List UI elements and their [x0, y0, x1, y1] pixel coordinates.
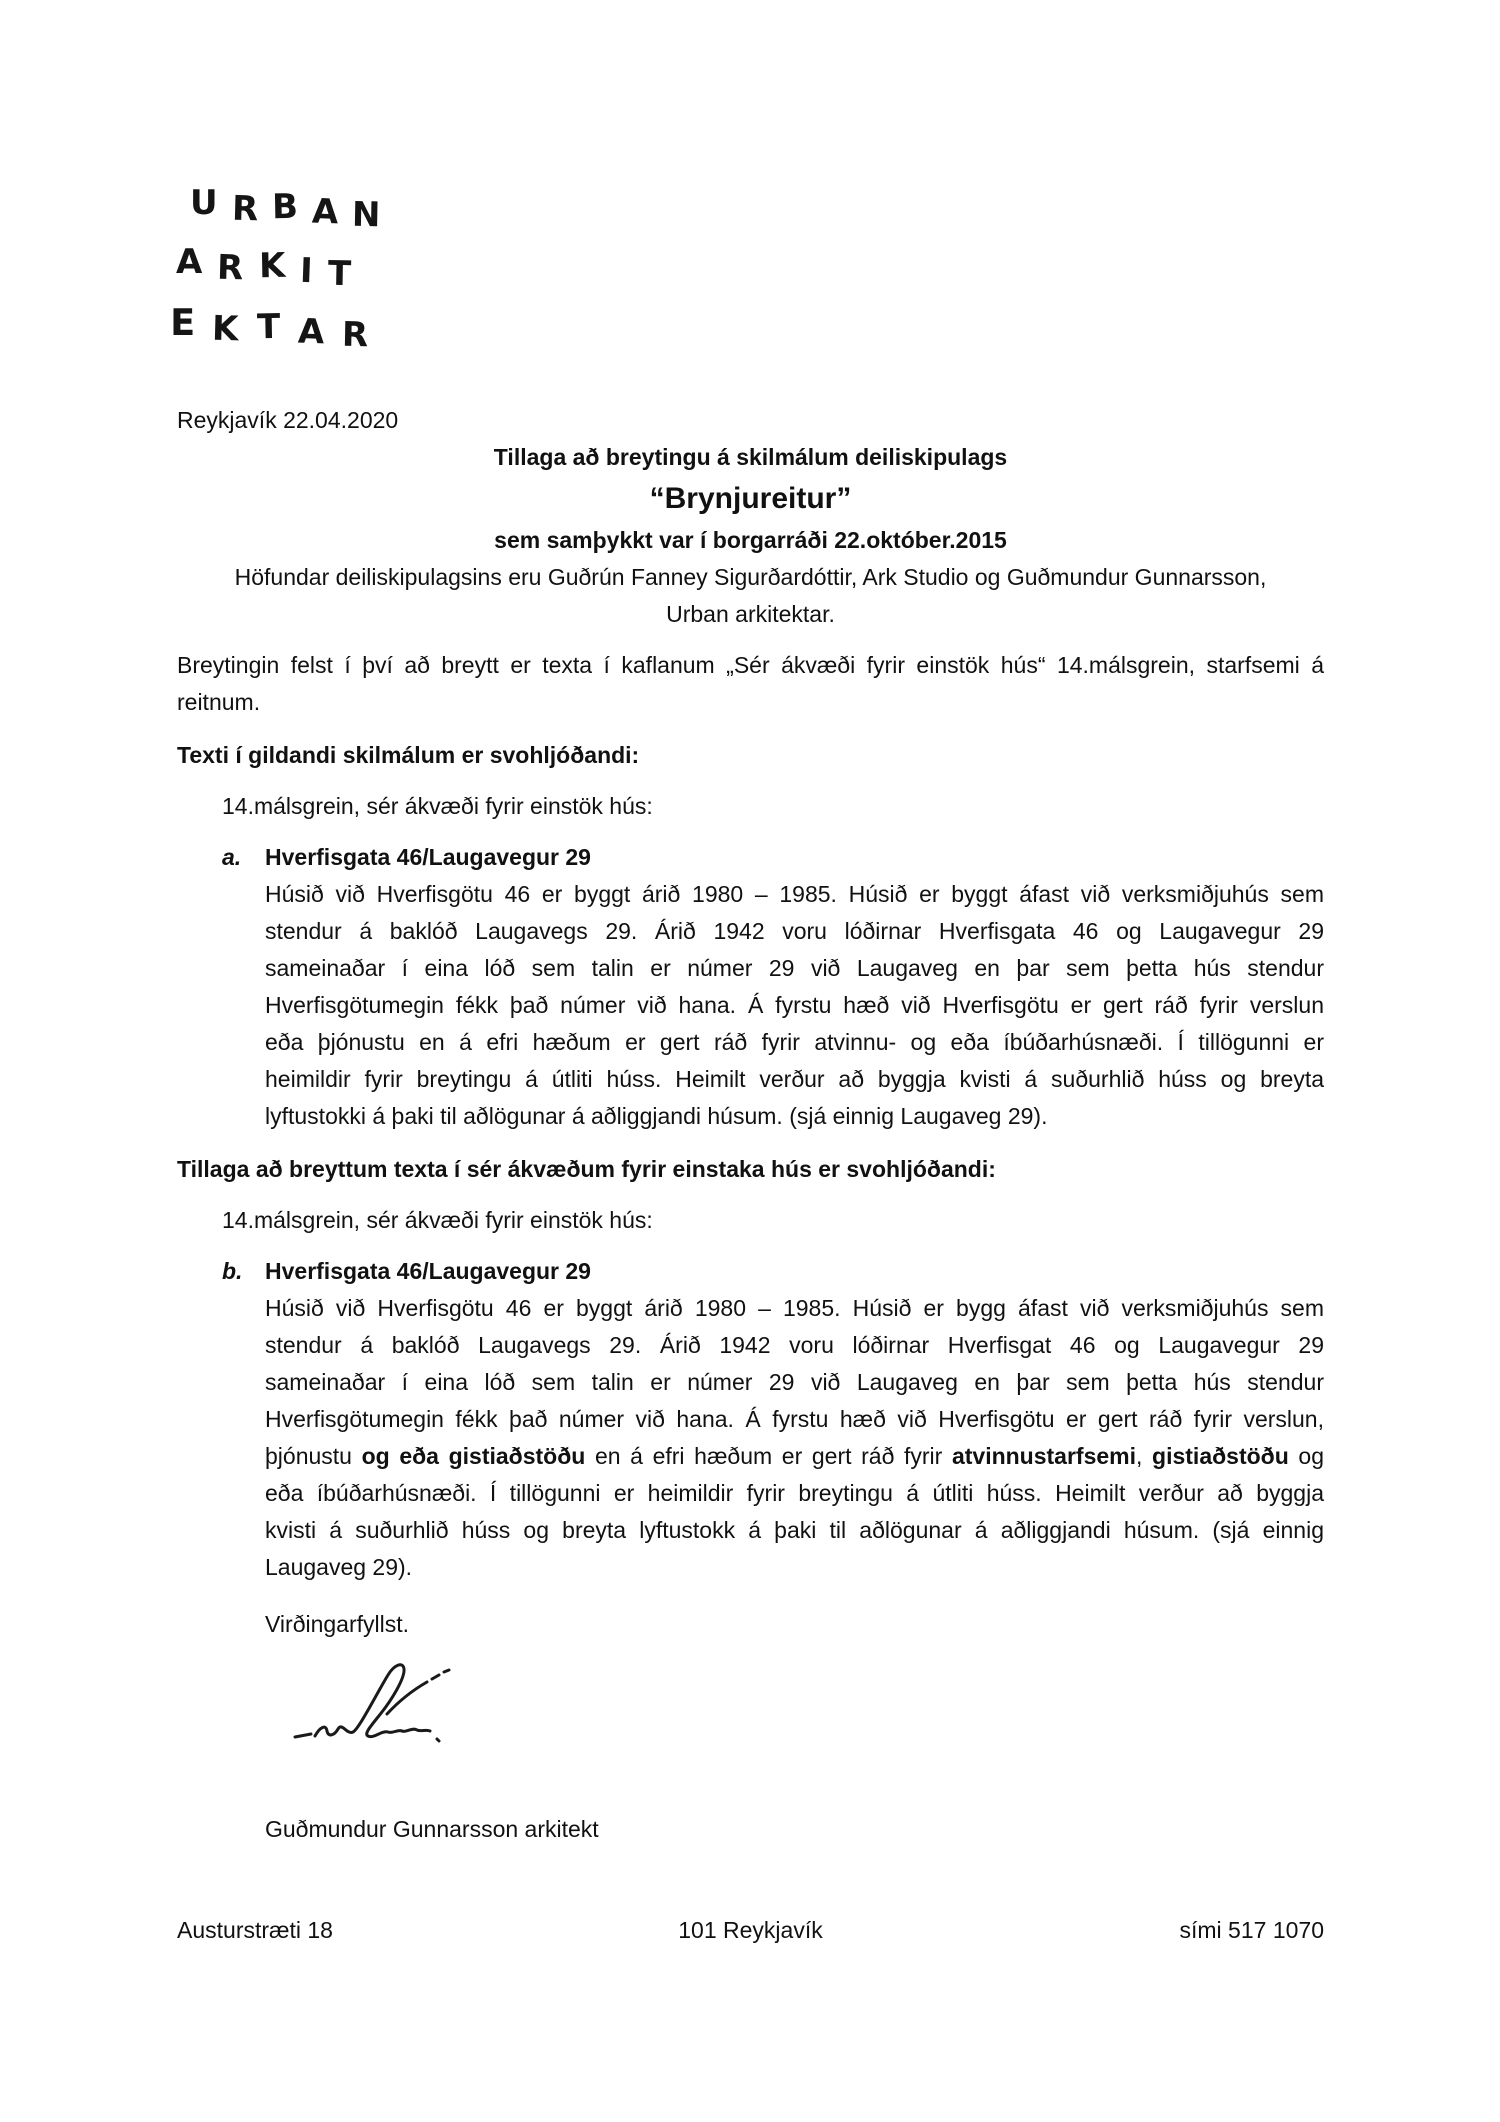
handwritten-signature-icon — [289, 1657, 469, 1762]
intro-paragraph: Breytingin felst í því að breytt er texta í kaflanum „Sér ákvæði fyrir einstök hús“ 14.málsgrein, starfsemi á reitnum. — [177, 652, 1324, 715]
footer-city: 101 Reykjavík — [678, 1917, 823, 1943]
clause-subheading-proposal: 14.málsgrein, sér ákvæði fyrir einstök hús: — [222, 1207, 653, 1233]
item-marker-b: b. — [222, 1258, 243, 1284]
item-marker-a: a. — [222, 844, 242, 870]
list-item-b — [222, 1253, 1324, 1586]
logo-row-3: E K T A R — [170, 301, 369, 356]
authors-line-2: Urban arkitektar. — [666, 601, 835, 627]
footer-phone: sími 517 1070 — [1179, 1917, 1324, 1943]
valediction: Virðingarfyllst. — [265, 1611, 410, 1637]
signature-block — [289, 1657, 1324, 1769]
doc-title-line: Tillaga að breytingu á skilmálum deiliskipulags — [493, 444, 1008, 470]
item-title-b: Hverfisgata 46/Laugavegur 29 — [265, 1258, 591, 1284]
list-item-a — [222, 839, 1324, 1135]
letter-footer — [177, 1912, 1324, 1949]
footer-address: Austurstræti 18 — [177, 1917, 333, 1943]
doc-title-approval: sem samþykkt var í borgarráði 22.október.2015 — [494, 527, 1007, 553]
section-heading-current: Texti í gildandi skilmálum er svohljóðandi: — [177, 742, 640, 768]
signatory-name: Guðmundur Gunnarsson arkitekt — [265, 1816, 599, 1842]
place-date: Reykjavík 22.04.2020 — [177, 407, 399, 433]
urban-arkitektar-logo — [170, 183, 381, 356]
authors-line-1: Höfundar deiliskipulagsins eru Guðrún Fanney Sigurðardóttir, Ark Studio og Guðmundur Gunnarsson, — [234, 564, 1267, 590]
letter-body — [177, 402, 1324, 1848]
item-body-a: Húsið við Hverfisgötu 46 er byggt árið 1980 – 1985. Húsið er byggt áfast við verksmiðjuhús sem stendur á baklóð Laugavegs 29. Árið 1942 voru lóðirnar Hverfisgata 46 og Laugavegur 29 sameinaðar í eina lóð sem talin er númer 29 við Laugaveg en þar sem þetta hús stendur Hverfisgötumegin fékk það númer við hana. Á fyrstu hæð við Hverfisgötu er gert ráð fyrir verslun eða þjónustu en á efri hæðum er gert ráð fyrir atvinnu- og eða íbúðarhúsnæði. Í tillögunni er heimildir fyrir breytingu á útliti húss. Heimilt verður að byggja kvisti á suðurhlið húss og breyta lyftustokki á þaki til aðlögunar á aðliggjandi húsum. (sjá einnig Laugaveg 29). — [265, 881, 1324, 1129]
list-item-a-head — [222, 839, 1324, 876]
section-heading-proposal: Tillaga að breyttum texta í sér ákvæðum fyrir einstaka hús er svohljóðandi: — [177, 1156, 996, 1182]
logo-row-2: A R K I T — [176, 242, 352, 295]
clause-subheading-current: 14.málsgrein, sér ákvæði fyrir einstök hús: — [222, 793, 653, 819]
doc-title-name: “Brynjureitur” — [649, 482, 852, 515]
item-body-b: Húsið við Hverfisgötu 46 er byggt árið 1980 – 1985. Húsið er bygg áfast við verksmiðjuhús sem stendur á baklóð Laugavegs 29. Árið 1942 voru lóðirnar Hverfisgat 46 og Laugavegur 29 sameinaðar í eina lóð sem talin er númer 29 við Laugaveg en þar sem þetta hús stendur Hverfisgötumegin fékk það númer við hana. Á fyrstu hæð við Hverfisgötu er gert ráð fyrir verslun, þjónustu og eða gistiaðstöðu en á efri hæðum er gert ráð fyrir atvinnustarfsemi, gistiaðstöðu og eða íbúðarhúsnæði. Í tillögunni er heimildir fyrir breytingu á útliti húss. Heimilt verður að byggja kvisti á suðurhlið húss og breyta lyftustokk á þaki til aðlögunar á aðliggjandi húsum. (sjá einnig Laugaveg 29). — [265, 1295, 1324, 1580]
item-title-a: Hverfisgata 46/Laugavegur 29 — [265, 844, 591, 870]
logo-row-1: U R B A N — [190, 183, 381, 236]
list-item-b-head — [222, 1253, 1324, 1290]
